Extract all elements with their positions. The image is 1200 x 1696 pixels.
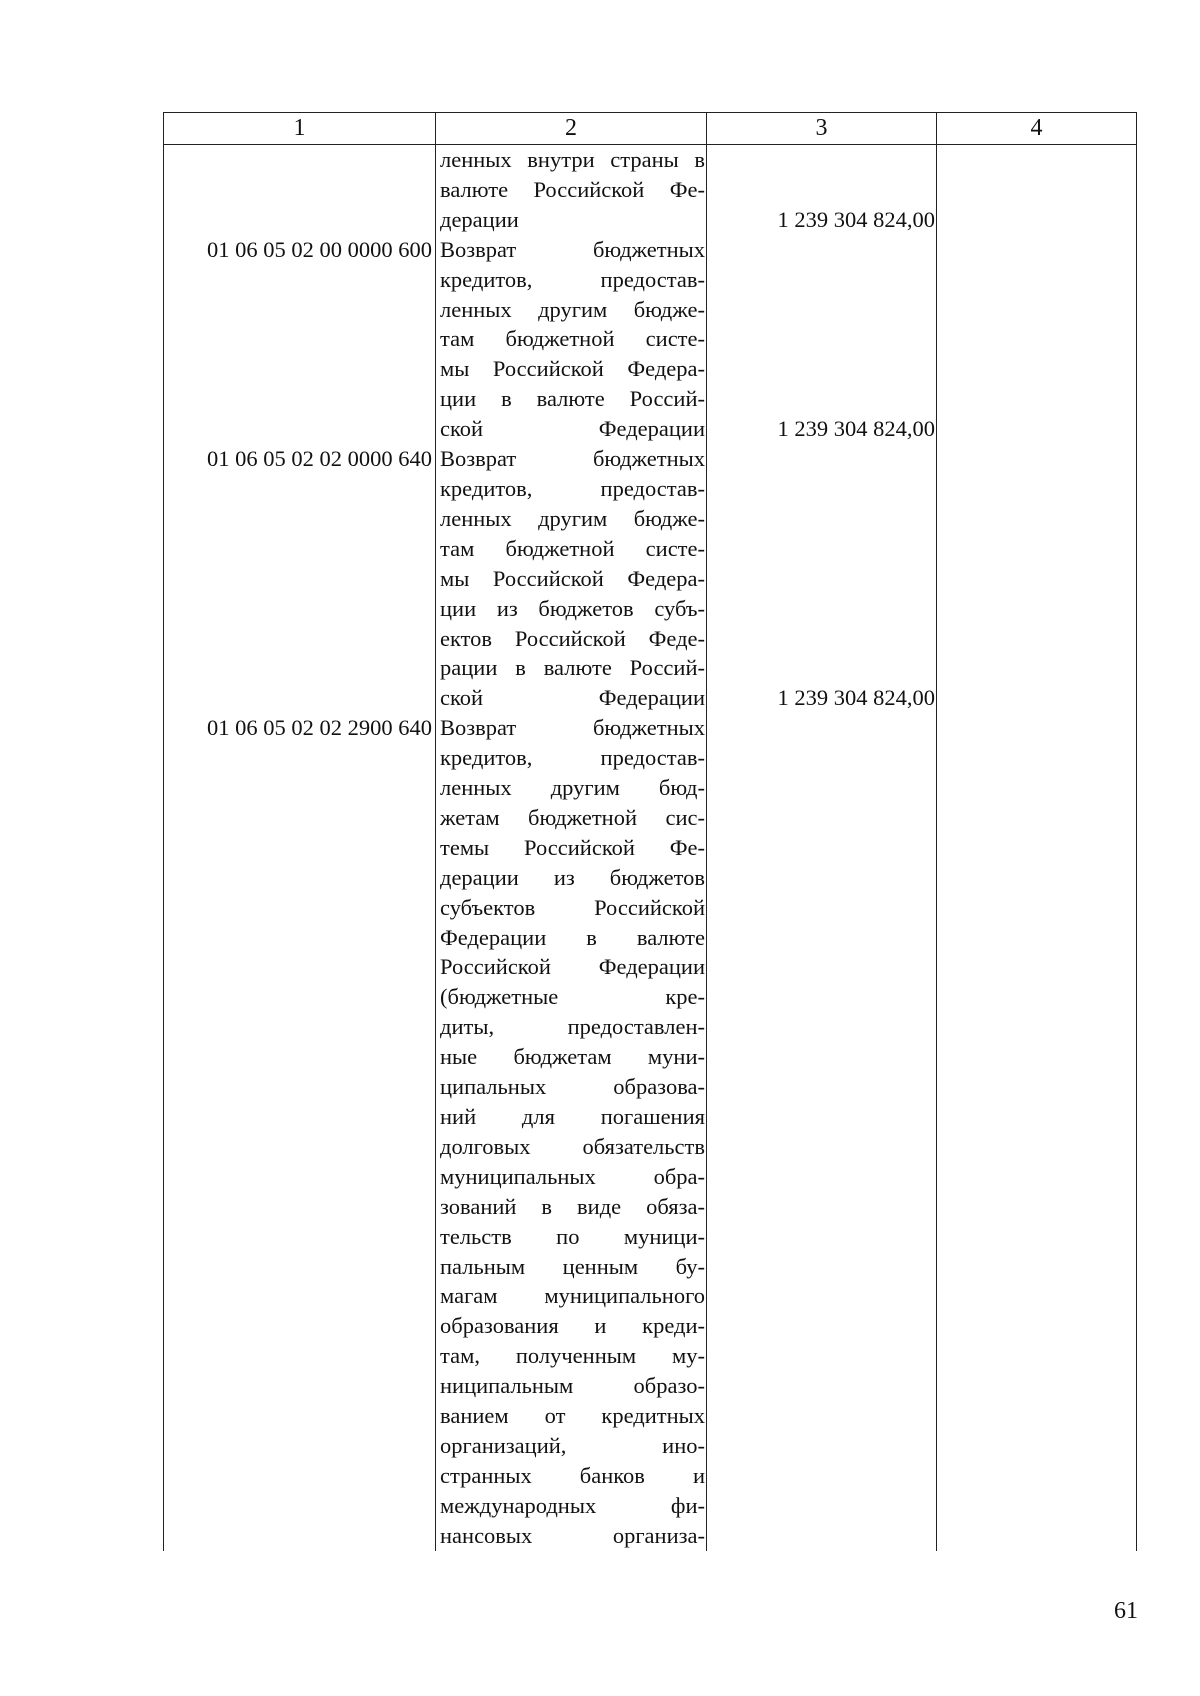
row-name-line: ции в валюте Россий- [440, 386, 705, 412]
row-name-line: кредитов, предостав- [440, 745, 705, 771]
row-name-line: дерации [440, 206, 519, 232]
row-col4 [937, 444, 1137, 713]
table-row [164, 145, 1137, 235]
row-name-line: ний для погашения [440, 1104, 705, 1129]
row-amount: 1 239 304 824,00 [707, 235, 937, 444]
row-name-line: валюте Российской Фе- [440, 176, 705, 202]
row-amount: 1 239 304 824,00 [707, 444, 937, 713]
header-row [164, 113, 1137, 145]
row-name-line: диты, предоставлен- [440, 1014, 705, 1040]
row-name-line: субъектов Российской [440, 894, 705, 920]
row-name-line: ской Федерации [440, 416, 705, 442]
row-name-line: ектов Российской Феде- [440, 625, 705, 651]
row-name-line: Возврат бюджетных [440, 715, 705, 741]
row-code: 01 06 05 02 02 2900 640 [164, 713, 436, 1550]
row-name [436, 444, 707, 713]
row-name-line: международных фи- [440, 1492, 705, 1518]
header-col-2: 2 [436, 113, 707, 145]
row-name [436, 145, 707, 235]
row-name-line: ванием от кредитных [440, 1403, 705, 1429]
row-name-line: дерации из бюджетов [440, 864, 705, 890]
row-name-line: Федерации в валюте [440, 924, 705, 950]
header-col-1: 1 [164, 113, 436, 145]
row-name-line: рации в валюте Россий- [440, 655, 705, 681]
row-name-line: мы Российской Федера- [440, 565, 705, 591]
row-name-line: ниципальным образо- [440, 1373, 705, 1399]
row-name-line: нансовых организа- [440, 1522, 705, 1548]
row-name-line: долговых обязательств [440, 1133, 705, 1159]
row-name-line: ципальных образова- [440, 1074, 705, 1100]
row-col4 [937, 145, 1137, 235]
budget-sources-table [163, 112, 1137, 1551]
row-name-line: тельств по муници- [440, 1223, 705, 1249]
row-col4 [937, 235, 1137, 444]
row-name-line: кредитов, предостав- [440, 475, 705, 501]
row-name-line: там бюджетной систе- [440, 535, 705, 561]
row-name-line: там бюджетной систе- [440, 326, 705, 352]
row-name-line: (бюджетные кре- [440, 984, 705, 1010]
header-col-3: 3 [707, 113, 937, 145]
row-name-line: Российской Федерации [440, 954, 705, 980]
row-name-line: мы Российской Федера- [440, 356, 705, 382]
row-name-line: ленных внутри страны в [440, 147, 705, 172]
row-name-line: магам муниципального [440, 1283, 705, 1309]
row-name-line: ленных другим бюдже- [440, 505, 705, 531]
row-name-line: ции из бюджетов субъ- [440, 595, 705, 621]
row-name-line: кредитов, предостав- [440, 266, 705, 292]
row-name-line: жетам бюджетной сис- [440, 804, 705, 830]
table-row [164, 444, 1137, 713]
row-name [436, 235, 707, 444]
row-name-line: странных банков и [440, 1462, 705, 1488]
row-name-line: зований в виде обяза- [440, 1193, 705, 1219]
table-row [164, 235, 1137, 444]
row-name [436, 713, 707, 1550]
table-header [164, 113, 1137, 145]
row-name-line: ные бюджетам муни- [440, 1044, 705, 1070]
row-code: 01 06 05 02 00 0000 600 [164, 235, 436, 444]
row-amount [707, 713, 937, 1550]
table-body [164, 145, 1137, 1551]
row-name-line: Возврат бюджетных [440, 446, 705, 472]
table-row [164, 713, 1137, 1550]
header-col-4: 4 [937, 113, 1137, 145]
row-name-line: Возврат бюджетных [440, 236, 705, 262]
row-code [164, 145, 436, 235]
row-name-line: ской Федерации [440, 685, 705, 711]
page-number: 61 [1114, 1598, 1138, 1624]
row-code: 01 06 05 02 02 0000 640 [164, 444, 436, 713]
row-name-line: темы Российской Фе- [440, 834, 705, 860]
row-name-line: образования и креди- [440, 1313, 705, 1339]
row-amount: 1 239 304 824,00 [707, 145, 937, 235]
row-name-line: муниципальных обра- [440, 1163, 705, 1189]
row-name-line: там, полученным му- [440, 1343, 705, 1369]
row-col4 [937, 713, 1137, 1550]
row-name-line: организаций, ино- [440, 1432, 705, 1458]
row-name-line: пальным ценным бу- [440, 1253, 705, 1279]
row-name-line: ленных другим бюд- [440, 775, 705, 801]
row-name-line: ленных другим бюдже- [440, 296, 705, 322]
